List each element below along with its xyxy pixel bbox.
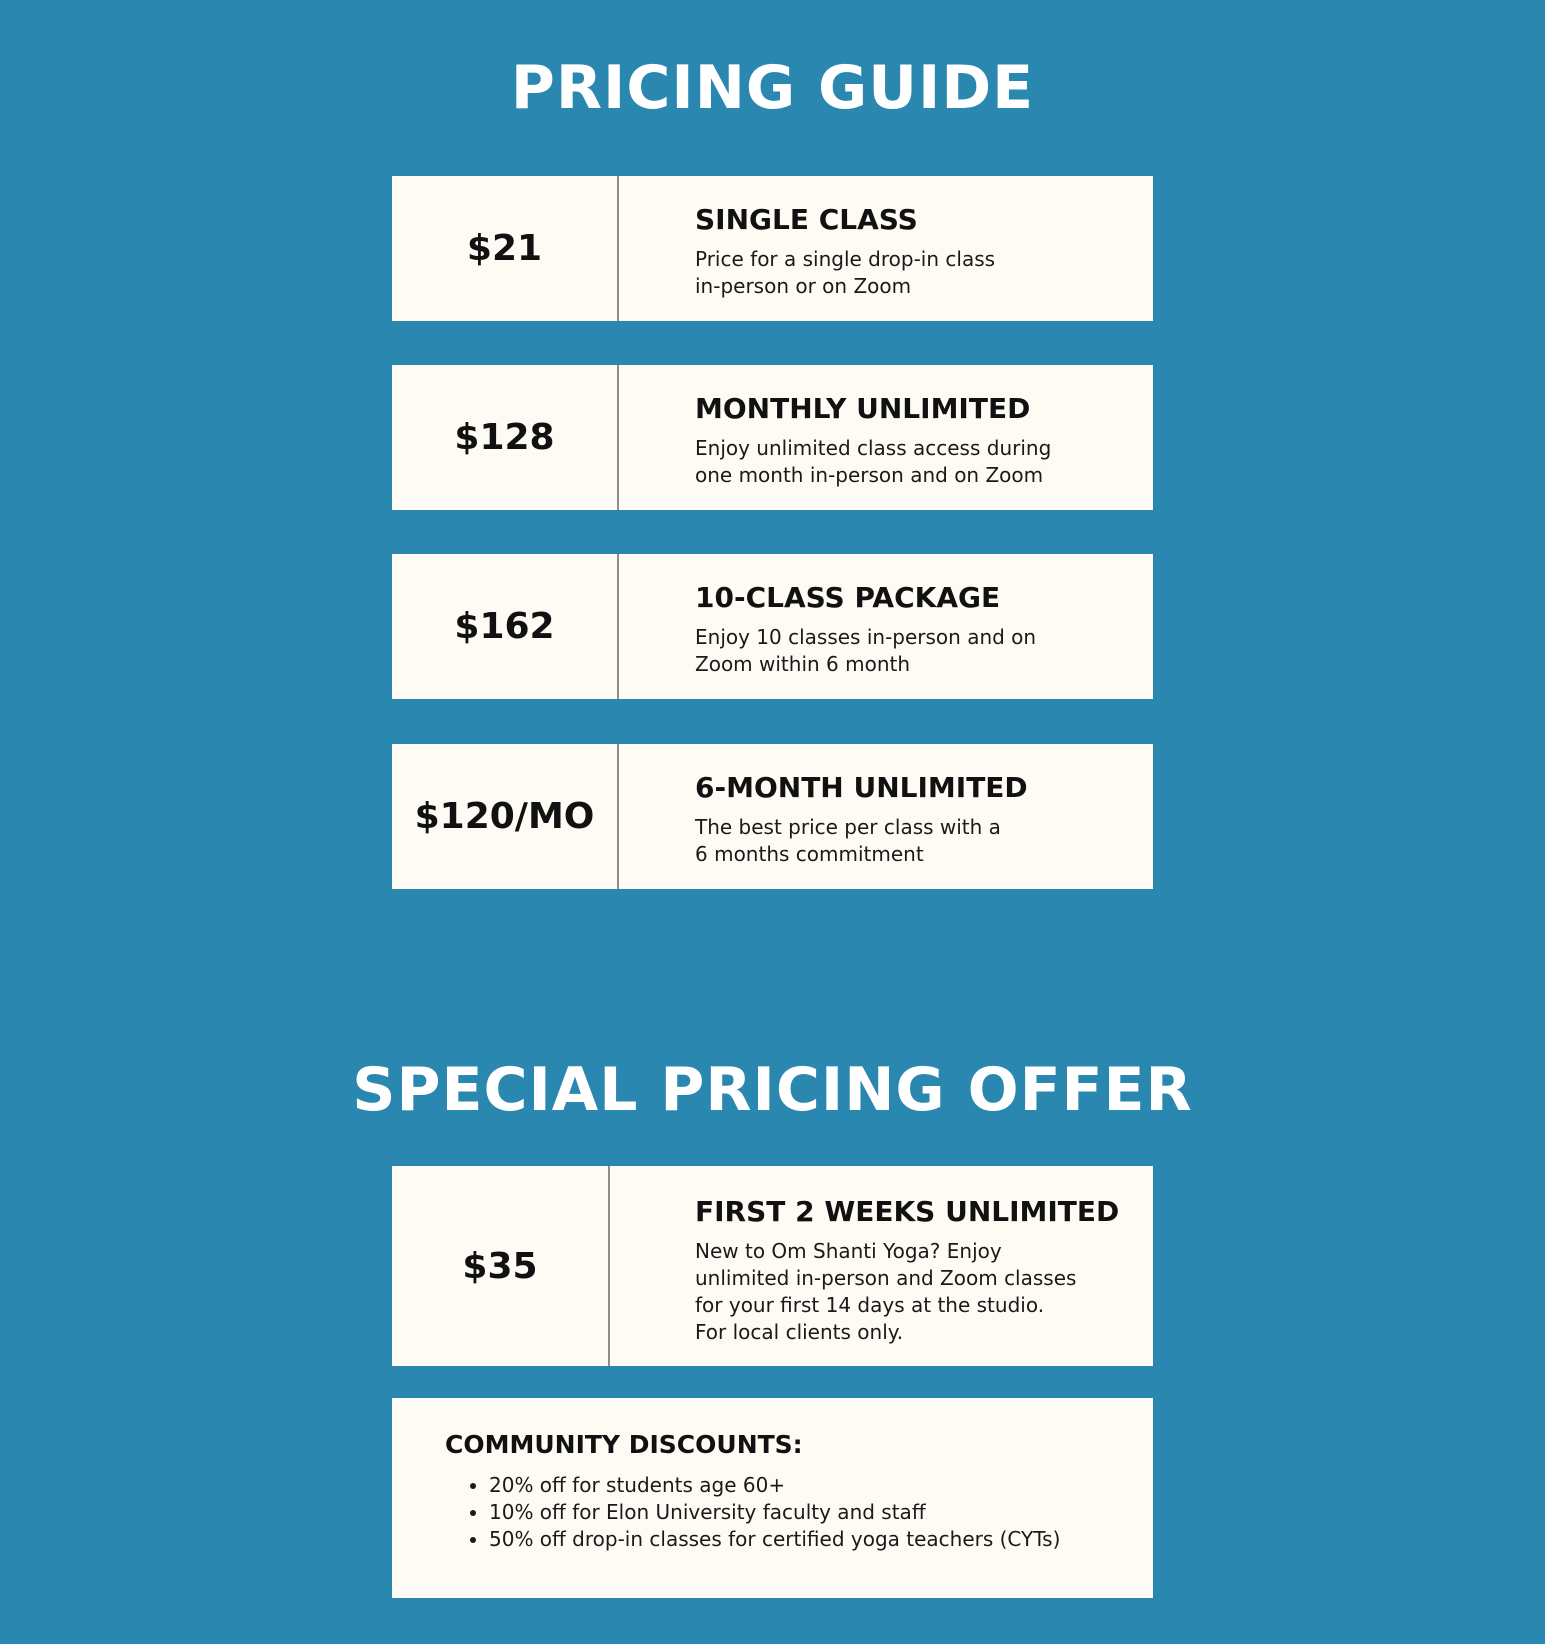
plan-info	[695, 580, 1133, 678]
plan-name: 6-MONTH UNLIMITED	[695, 771, 1028, 804]
offer-card-first-2-weeks	[392, 1166, 1153, 1366]
community-discounts-list	[467, 1472, 1060, 1553]
plan-price-cell	[392, 176, 619, 321]
plan-price-cell	[392, 554, 619, 699]
plan-card-monthly-unlimited	[392, 365, 1153, 510]
pricing-guide-title: PRICING GUIDE	[510, 53, 1035, 123]
plan-price: $162	[454, 606, 555, 647]
plan-name: 10-CLASS PACKAGE	[695, 581, 1001, 614]
plan-description: Price for a single drop-in class in-person or on Zoom	[695, 247, 996, 298]
plan-price: $128	[454, 417, 555, 458]
community-discounts-card	[392, 1398, 1153, 1598]
offer-price: $35	[462, 1245, 538, 1287]
plan-name: SINGLE CLASS	[695, 203, 918, 236]
plan-card-single-class	[392, 176, 1153, 321]
list-item: • 10% off for Elon University faculty and staff	[489, 1499, 1060, 1526]
plan-description: The best price per class with a 6 months commitment	[695, 815, 1001, 866]
plan-price: $21	[466, 228, 543, 269]
plan-info	[695, 391, 1133, 489]
offer-description: New to Om Shanti Yoga? Enjoy unlimited in-person and Zoom classes for your first 14 days at the studio. For local clients only.	[695, 1239, 1077, 1344]
offer-price-cell	[392, 1166, 610, 1366]
plan-price: $120/MO	[414, 796, 595, 837]
plan-price-cell	[392, 365, 619, 510]
plan-card-10-class-package	[392, 554, 1153, 699]
offer-name: FIRST 2 WEEKS UNLIMITED	[695, 1195, 1120, 1228]
plan-price-cell	[392, 744, 619, 889]
offer-info	[695, 1194, 1133, 1346]
plan-info	[695, 770, 1133, 868]
plan-info	[695, 202, 1133, 300]
list-item: • 50% off drop-in classes for certified yoga teachers (CYTs)	[489, 1526, 1060, 1553]
plan-name: MONTHLY UNLIMITED	[695, 392, 1031, 425]
plan-description: Enjoy 10 classes in-person and on Zoom within 6 month	[695, 625, 1037, 676]
community-discounts-title: COMMUNITY DISCOUNTS:	[445, 1430, 803, 1459]
plan-description: Enjoy unlimited class access during one month in-person and on Zoom	[695, 436, 1052, 487]
list-item: • 20% off for students age 60+	[489, 1472, 1060, 1499]
plan-card-6-month-unlimited	[392, 744, 1153, 889]
special-pricing-offer-title: SPECIAL PRICING OFFER	[352, 1055, 1193, 1125]
